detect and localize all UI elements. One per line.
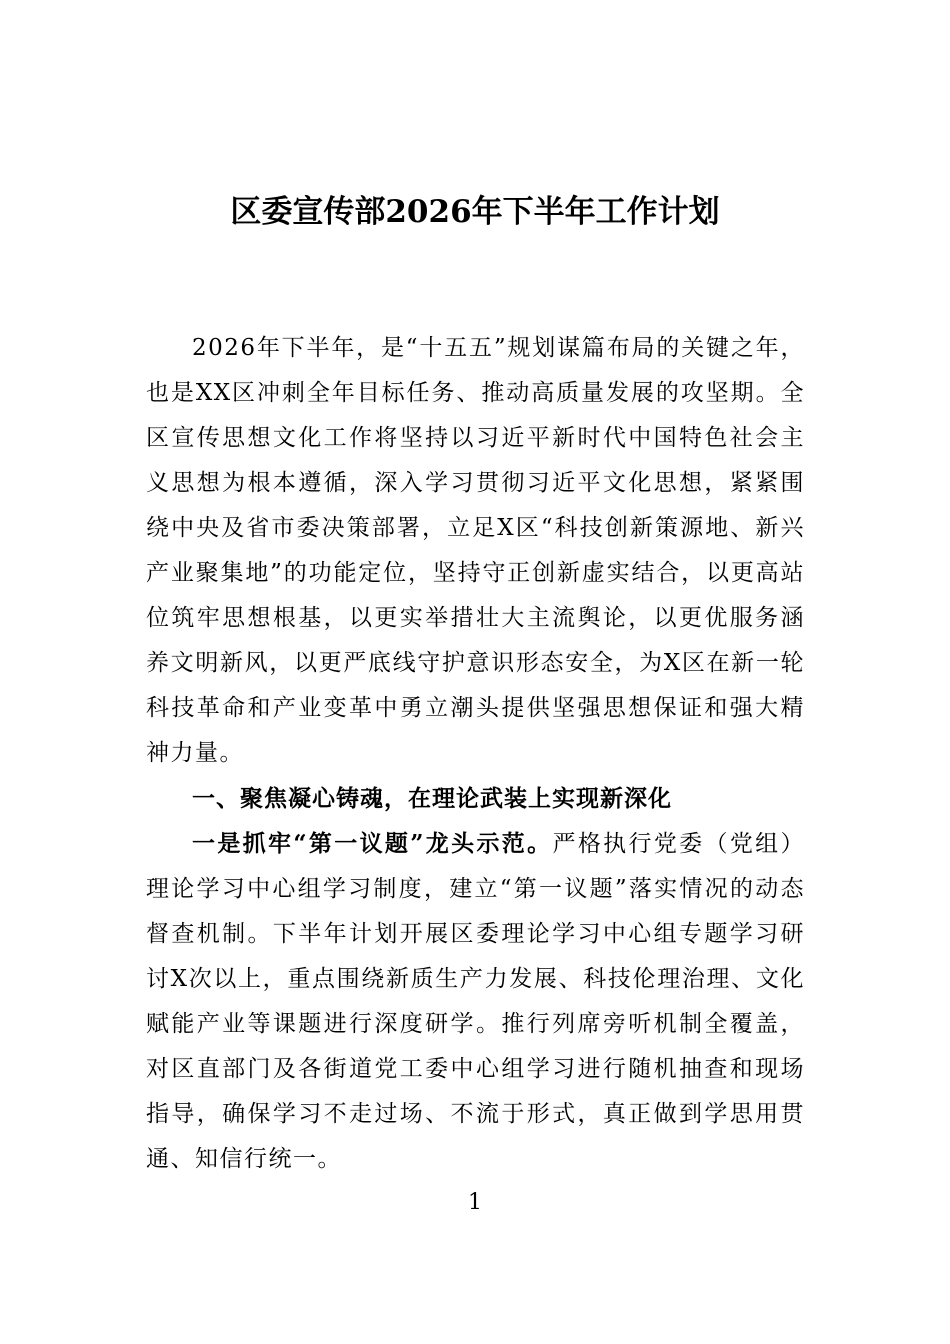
document-body xyxy=(146,326,805,1182)
document-title: 区委宣传部2026年下半年工作计划 xyxy=(230,194,720,230)
page-number: 1 xyxy=(468,1190,482,1215)
item-text: 严格执行党委（党组）理论学习中心组学习制度，建立“第一议题”落实情况的动态督查机制。下半年计划开展区委理论学习中心组专题学习研讨X次以上，重点围绕新质生产力发展、科技伦理治理、文化赋能产业等课题进行深度研学。推行列席旁听机制全覆盖，对区直部门及各街道党工委中心组学习进行随机抽查和现场指导，确保学习不走过场、不流于形式，真正做到学思用贯通、知信行统一。 xyxy=(146,831,805,1172)
item-paragraph xyxy=(146,821,805,1182)
section-heading: 一、聚焦凝心铸魂，在理论武装上实现新深化 xyxy=(192,785,672,812)
intro-paragraph: 2026年下半年，是“十五五”规划谋篇布局的关键之年，也是XX区冲刺全年目标任务、推动高质量发展的攻坚期。全区宣传思想文化工作将坚持以习近平新时代中国特色社会主义思想为根本遵循，深入学习贯彻习近平文化思想，紧紧围绕中央及省市委决策部署，立足X区“科技创新策源地、新兴产业聚集地”的功能定位，坚持守正创新虚实结合，以更高站位筑牢思想根基，以更实举措壮大主流舆论，以更优服务涵养文明新风，以更严底线守护意识形态安全，为X区在新一轮科技革命和产业变革中勇立潮头提供坚强思想保证和强大精神力量。 xyxy=(146,335,805,766)
item-lead: 一是抓牢“第一议题”龙头示范。 xyxy=(192,830,553,857)
